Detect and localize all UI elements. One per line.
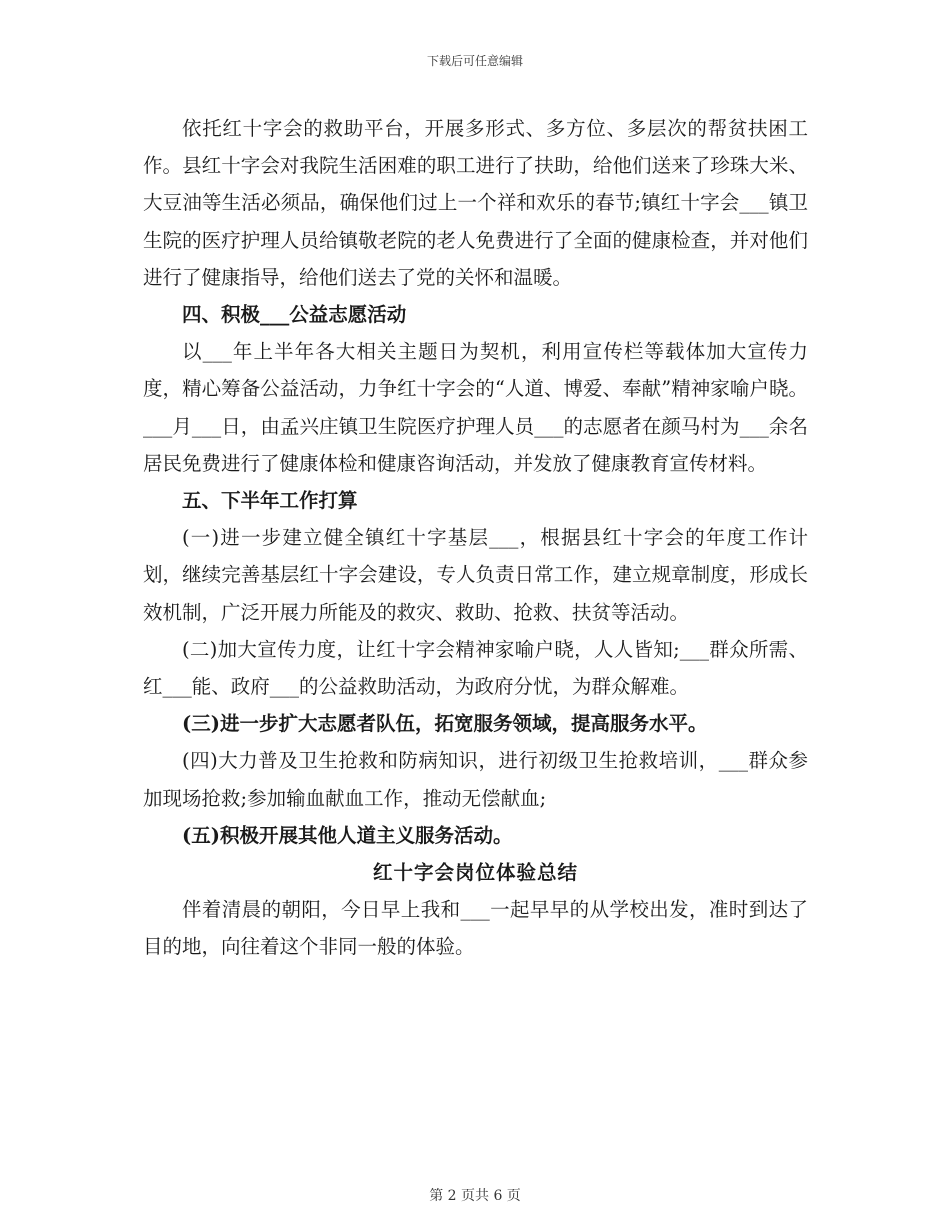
paragraph-plan-4: (四)大力普及卫生抢救和防病知识，进行初级卫生抢救培训，___群众参加现场抢救;参加输血献血工作，推动无偿献血; — [143, 749, 808, 810]
document-body — [143, 110, 808, 966]
paragraph-poverty-relief: 依托红十字会的救助平台，开展多形式、多方位、多层次的帮贫扶困工作。县红十字会对我院生活困难的职工进行了扶助，给他们送来了珍珠大米、大豆油等生活必须品，确保他们过上一个祥和欢乐的春节;镇红十字会___镇卫生院的医疗护理人员给镇敬老院的老人免费进行了全面的健康检查，并对他们进行了健康指导，给他们送去了党的关怀和温暖。 — [143, 117, 808, 289]
paragraph-plan-1: (一)进一步建立健全镇红十字基层___，根据县红十字会的年度工作计划，继续完善基层红十字会建设，专人负责日常工作，建立规章制度，形成长效机制，广泛开展力所能及的救灾、救助、抢救、扶贫等活动。 — [143, 526, 808, 624]
paragraph-plan-3: (三)进一步扩大志愿者队伍，拓宽服务领域，提高服务水平。 — [182, 712, 708, 736]
article-title: 红十字会岗位体验总结 — [372, 861, 578, 885]
page-number: 第 2 页共 6 页 — [429, 1188, 521, 1204]
section-heading-volunteer: 四、积极___公益志愿活动 — [182, 303, 407, 327]
paragraph-intro: 伴着清晨的朝阳，今日早上我和___一起早早的从学校出发，准时到达了目的地，向往着这个非同一般的体验。 — [143, 898, 808, 959]
page-header: 下载后可任意编辑 — [426, 54, 523, 68]
paragraph-volunteer-activities: 以___年上半年各大相关主题日为契机，利用宣传栏等载体加大宣传力度，精心筹备公益活动，力争红十字会的“人道、博爱、奉献”精神家喻户晓。___月___日，由孟兴庄镇卫生院医疗护理人员___的志愿者在颜马村为___余名居民免费进行了健康体检和健康咨询活动，并发放了健康教育宣传材料。 — [143, 340, 808, 475]
section-heading-plan: 五、下半年工作打算 — [182, 489, 358, 513]
paragraph-plan-2: (二)加大宣传力度，让红十字会精神家喻户晓，人人皆知;___群众所需、红___能、政府___的公益救助活动，为政府分忧，为群众解难。 — [143, 637, 808, 699]
paragraph-plan-5: (五)积极开展其他人道主义服务活动。 — [182, 823, 513, 847]
